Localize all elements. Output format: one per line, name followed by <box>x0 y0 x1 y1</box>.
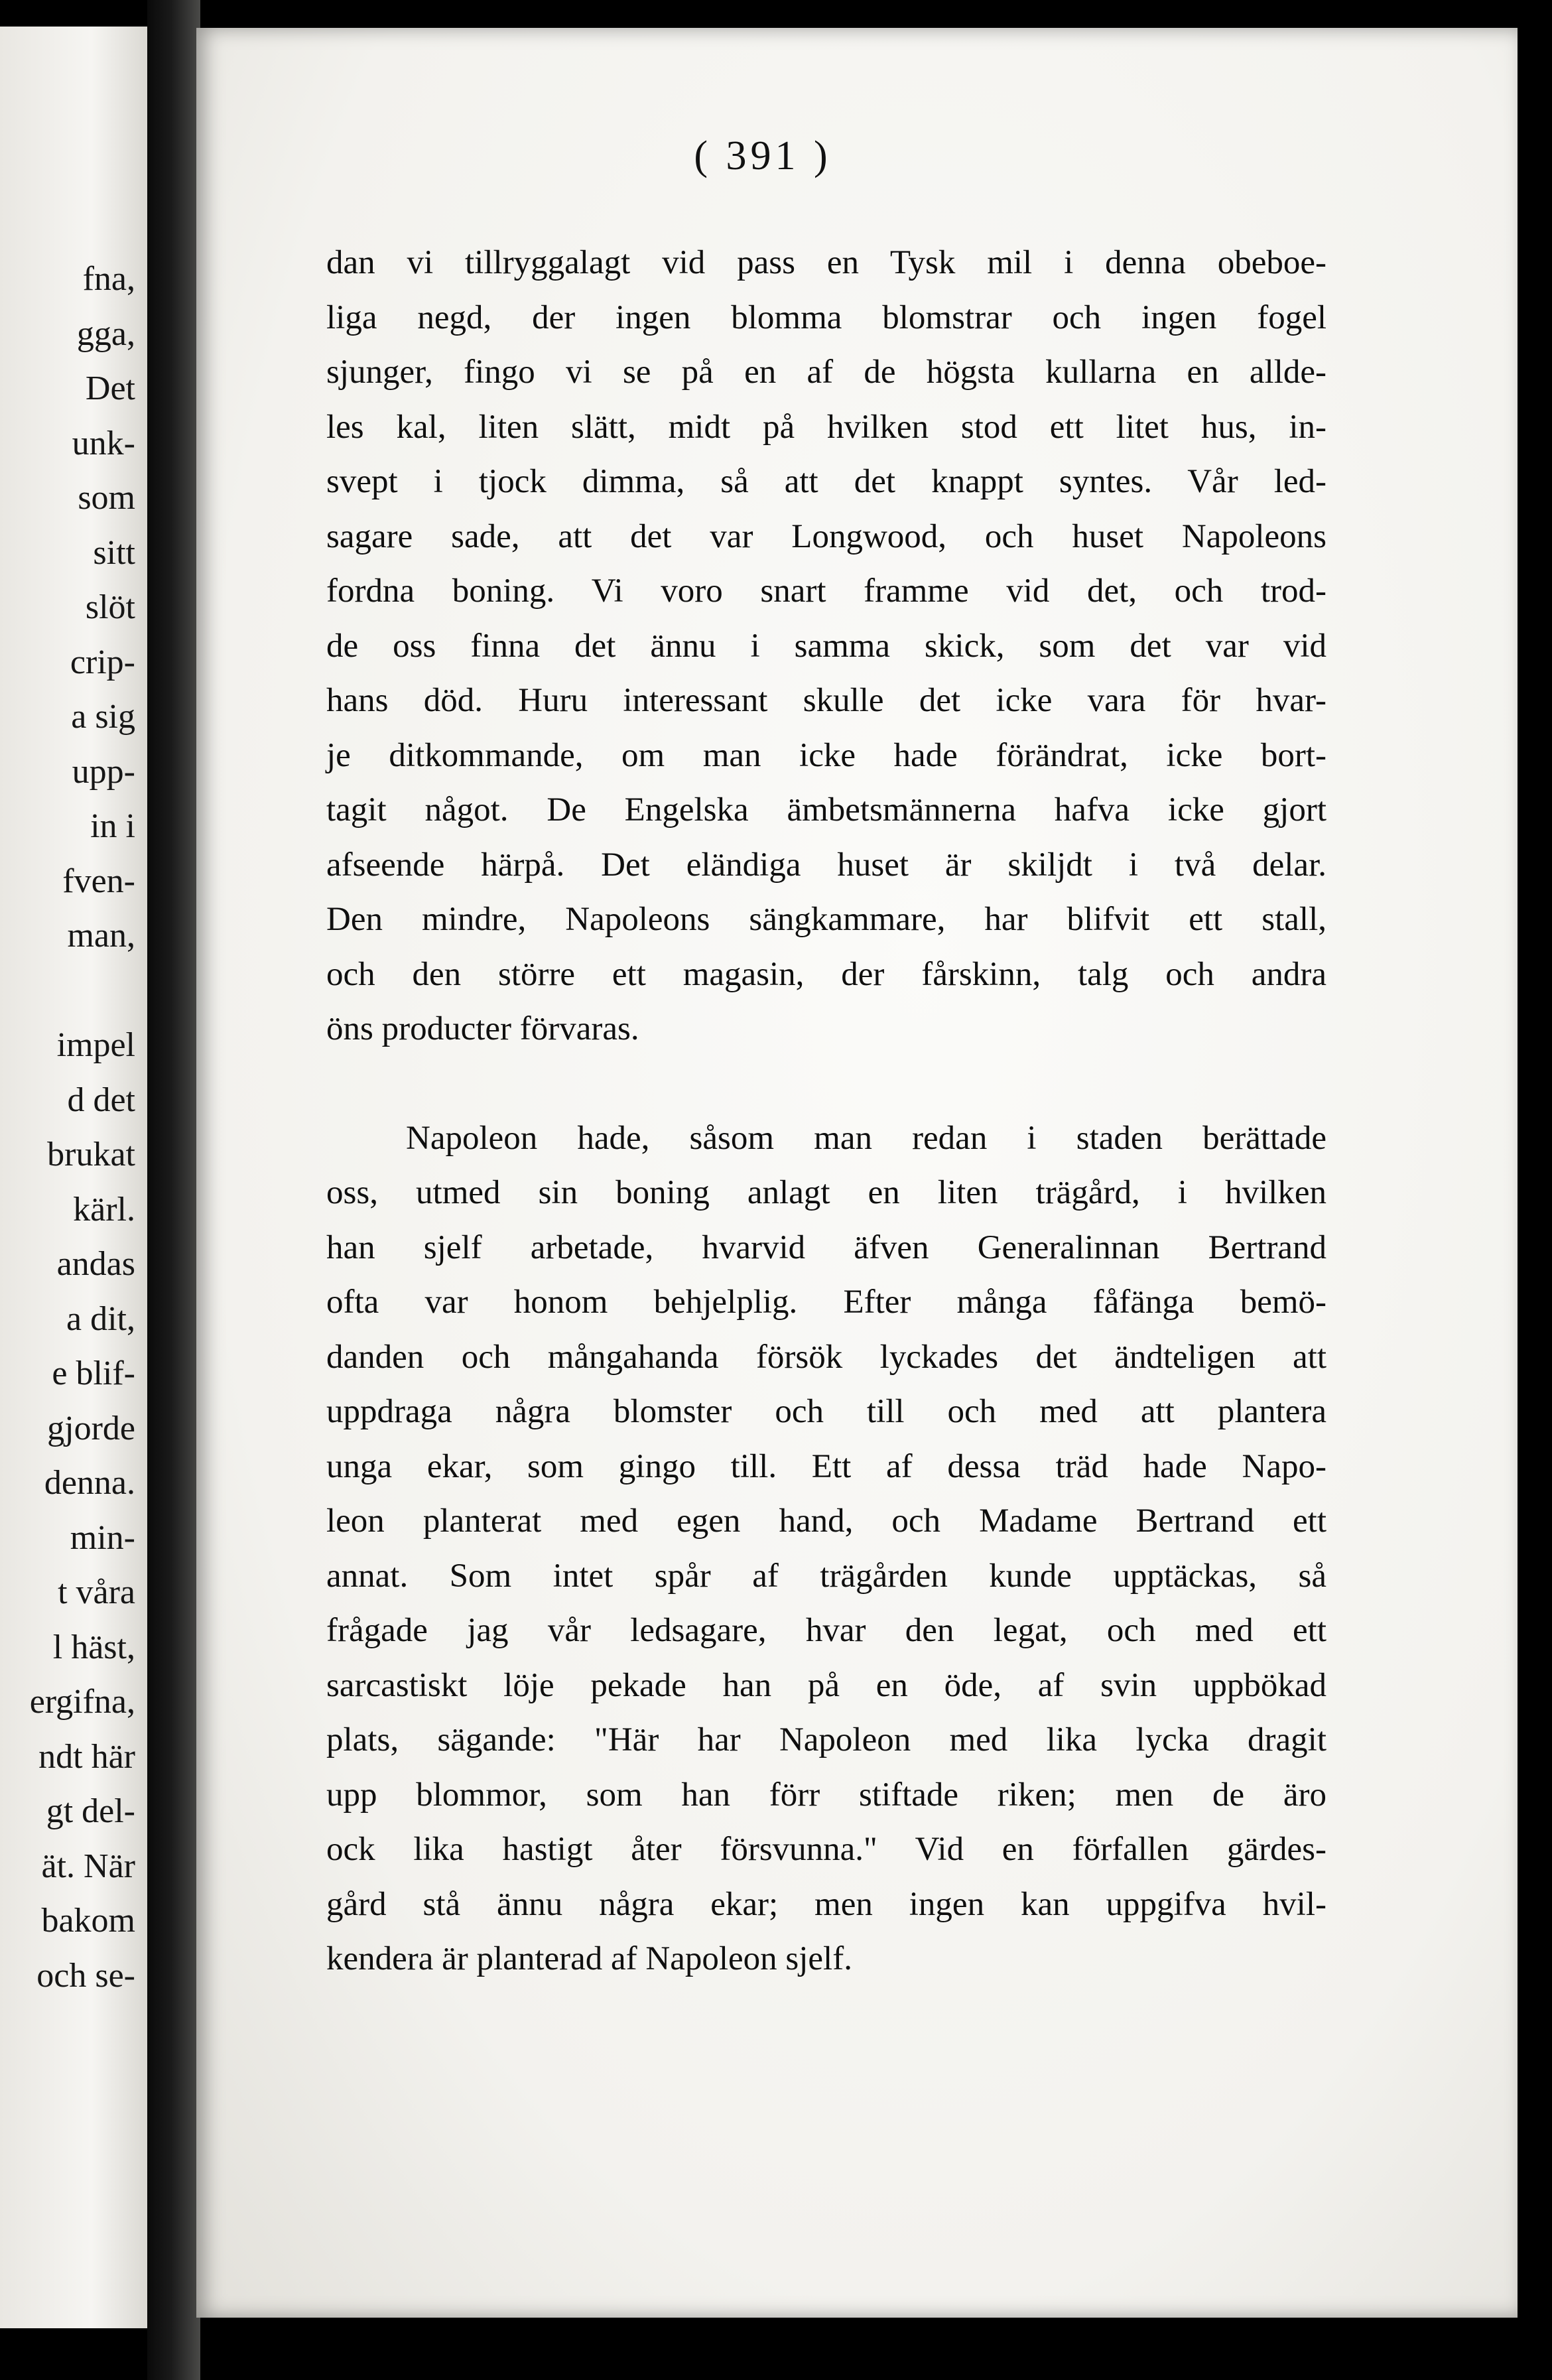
previous-page-fragment <box>30 964 135 1019</box>
text-line: gård stå ännu några ekar; men ingen kan uppgifva hvil- <box>326 1885 1326 1923</box>
text-line: svept i tjock dimma, så att det knappt syntes. Vår led- <box>326 463 1326 500</box>
text-line: plats, sägande: "Här har Napoleon med lika lycka dragit <box>326 1721 1326 1758</box>
text-line: dan vi tillryggalagt vid pass en Tysk mil i denna obeboe- <box>326 244 1326 281</box>
previous-page-fragment: a sig <box>71 698 135 736</box>
text-line: kendera är planterad af Napoleon sjelf. <box>326 1940 852 1977</box>
page-number: ( 391 ) <box>694 133 832 178</box>
previous-page-fragment: gt del- <box>46 1792 135 1830</box>
page-body-text <box>326 235 1326 1987</box>
previous-page-fragment: ndt här <box>38 1737 135 1776</box>
previous-page-fragment: Det <box>85 369 135 407</box>
previous-page-fragment: gga, <box>76 314 135 353</box>
previous-page-fragment: unk- <box>72 424 135 462</box>
text-line: ock lika hastigt åter försvunna." Vid en förfallen gärdes- <box>326 1831 1326 1868</box>
previous-page-fragment: t våra <box>58 1573 135 1611</box>
previous-page-fragment: man, <box>67 917 135 955</box>
paragraph-gap <box>326 1057 1326 1111</box>
previous-page-fragment: fven- <box>62 862 135 900</box>
book-gutter <box>147 0 200 2380</box>
text-line: och den större ett magasin, der fårskinn, talg och andra <box>326 955 1326 993</box>
previous-page-fragment: bakom <box>41 1902 135 1940</box>
text-line: je ditkommande, om man icke hade förändrat, icke bort- <box>326 736 1326 774</box>
previous-page-fragment: ergifna, <box>29 1683 135 1721</box>
text-line: fordna boning. Vi voro snart framme vid det, och trod- <box>326 572 1326 610</box>
previous-page-fragment: e blif- <box>52 1355 135 1392</box>
text-line: annat. Som intet spår af trägården kunde upptäckas, så <box>326 1557 1326 1595</box>
previous-page-fragment: brukat <box>47 1136 135 1173</box>
previous-page-fragment: a dit, <box>66 1299 135 1338</box>
text-line: Den mindre, Napoleons sängkammare, har blifvit ett stall, <box>326 901 1326 938</box>
previous-page-fragment: kärl. <box>73 1190 135 1228</box>
text-line: tagit något. De Engelska ämbetsmännerna hafva icke gjort <box>326 791 1326 828</box>
previous-page-fragment: slöt <box>85 588 135 626</box>
previous-page-fragment: in i <box>90 807 135 845</box>
text-line: sagare sade, att det var Longwood, och huset Napoleons <box>326 517 1326 555</box>
text-line: oss, utmed sin boning anlagt en liten trägård, i hvilken <box>326 1174 1326 1211</box>
text-line: unga ekar, som gingo till. Ett af dessa träd hade Napo- <box>326 1447 1326 1485</box>
previous-page-fragment: andas <box>56 1245 135 1283</box>
previous-page-fragment: denna. <box>44 1464 135 1502</box>
previous-page-fragment: fna, <box>82 260 135 298</box>
text-line: afseende härpå. Det eländiga huset är skiljdt i två delar. <box>326 846 1326 884</box>
text-line: Napoleon hade, såsom man redan i staden berättade <box>406 1119 1326 1157</box>
previous-page-fragment: och se- <box>36 1956 135 1995</box>
text-line: les kal, liten slätt, midt på hvilken stod ett litet hus, in- <box>326 408 1326 446</box>
text-line: hans död. Huru interessant skulle det icke vara för hvar- <box>326 682 1326 719</box>
text-line: han sjelf arbetade, hvarvid äfven Generalinnan Bertrand <box>326 1228 1326 1266</box>
text-line: uppdraga några blomster och till och med att plantera <box>326 1393 1326 1430</box>
text-line: danden och mångahanda försök lyckades det ändteligen att <box>326 1338 1326 1376</box>
previous-page-fragment: impel <box>56 1026 135 1064</box>
text-line: ofta var honom behjelplig. Efter många fåfänga bemö- <box>326 1284 1326 1321</box>
previous-page-fragment: d det <box>67 1081 135 1119</box>
text-line: liga negd, der ingen blomma blomstrar och ingen fogel <box>326 298 1326 336</box>
text-line: frågade jag vår ledsagare, hvar den legat, och med ett <box>326 1612 1326 1649</box>
previous-page-fragment: som <box>78 479 135 517</box>
previous-page-fragment: gjorde <box>47 1409 135 1447</box>
paragraph <box>326 235 1326 1057</box>
previous-page-line-fragments <box>30 252 135 2003</box>
previous-page-fragment: sitt <box>93 533 135 572</box>
text-line: sarcastiskt löje pekade han på en öde, af svin uppbökad <box>326 1666 1326 1704</box>
previous-page-fragment: min- <box>70 1518 135 1557</box>
previous-page-edge <box>0 27 153 2328</box>
text-line: upp blommor, som han förr stiftade riken; men de äro <box>326 1776 1326 1814</box>
previous-page-fragment: l häst, <box>52 1628 135 1666</box>
paragraph <box>326 1111 1326 1987</box>
previous-page-fragment: crip- <box>70 643 135 681</box>
text-line: sjunger, fingo vi se på en af de högsta kullarna en allde- <box>326 354 1326 391</box>
text-line: leon planterat med egen hand, och Madame Bertrand ett <box>326 1502 1326 1540</box>
previous-page-fragment: upp- <box>72 752 135 791</box>
text-line: de oss finna det ännu i samma skick, som det var vid <box>326 627 1326 665</box>
previous-page-fragment: ät. När <box>41 1847 135 1885</box>
text-line: öns producter förvaras. <box>326 1010 639 1047</box>
